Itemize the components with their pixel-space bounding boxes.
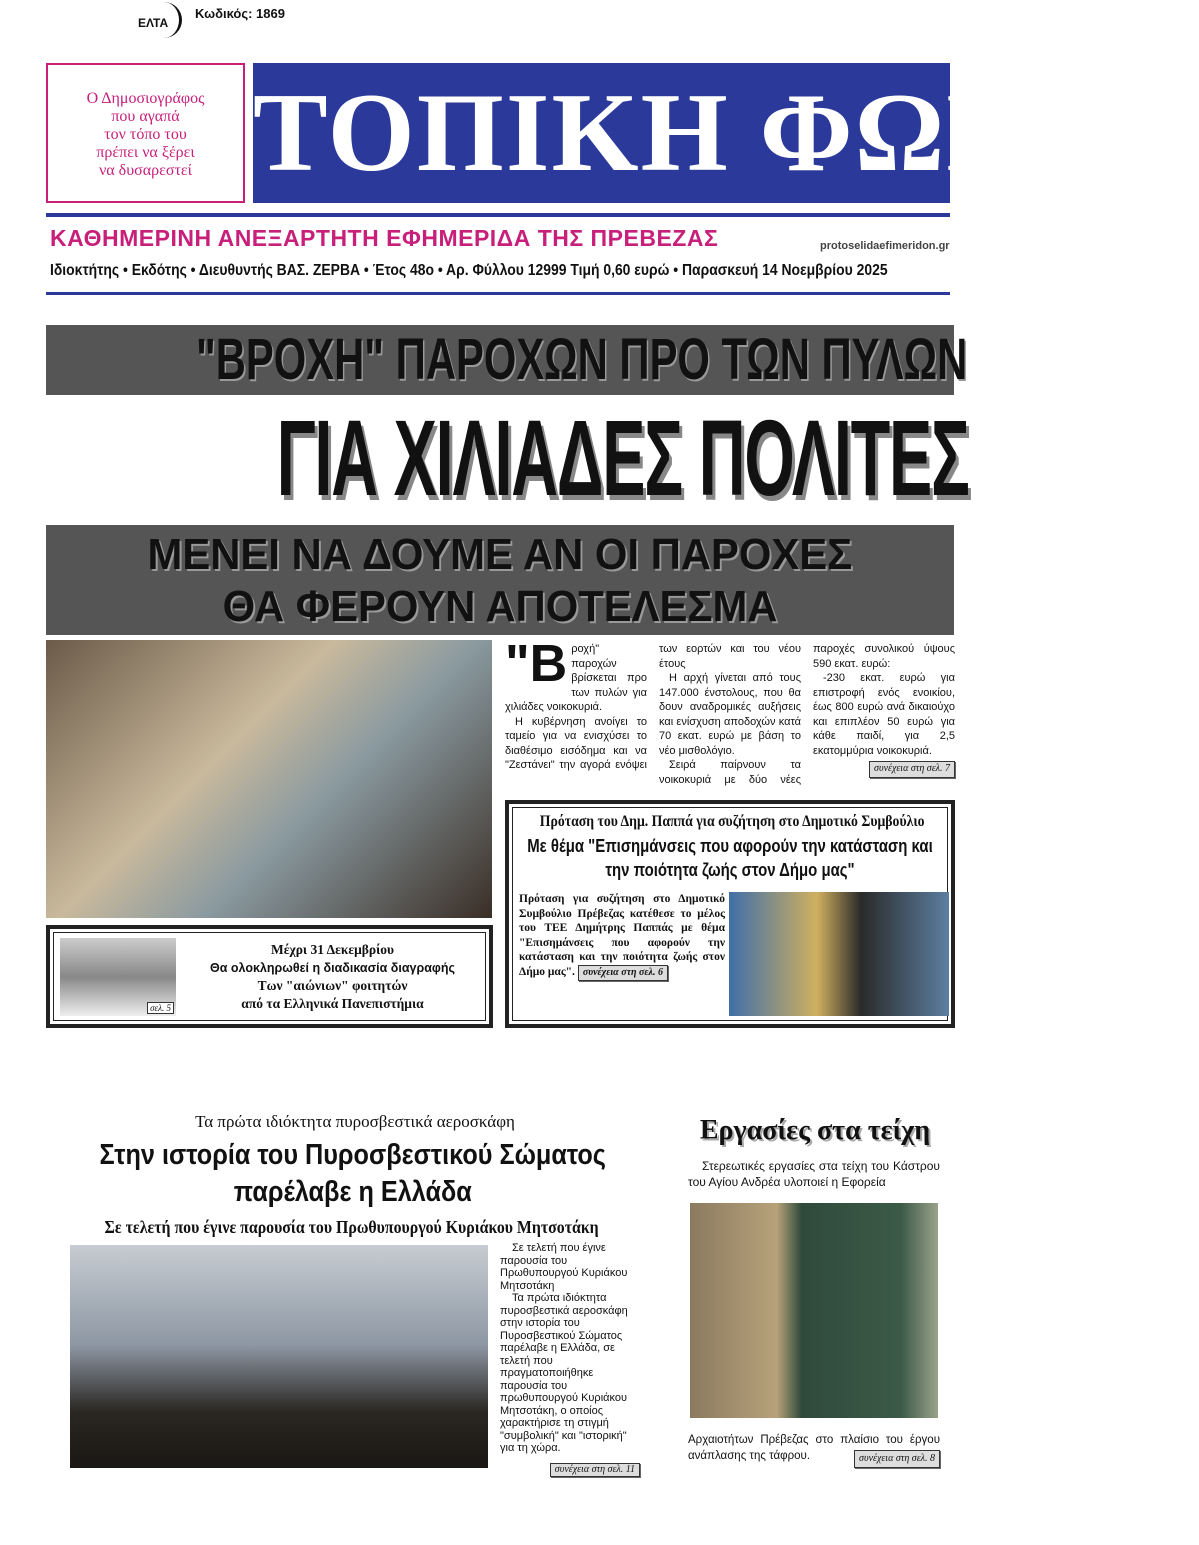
students-headline[interactable] <box>180 941 485 1013</box>
lead-deck-line: ΘΑ ΦΕΡΟΥΝ ΑΠΟΤΕΛΕΣΜΑ <box>222 582 778 631</box>
pappas-headline[interactable]: Με θέμα "Επισημάνσεις που αφορούν την κατάσταση και την ποιότητα ζωής στον Δήμο μας" <box>527 836 933 880</box>
planes-article <box>500 1242 640 1477</box>
headline-line: Θα ολοκληρωθεί η διαδικασία διαγραφής <box>210 961 455 975</box>
continued-link[interactable]: συνέχεια στη σελ. 11 <box>550 1463 640 1478</box>
lead-headline[interactable]: ΓΙΑ ΧΙΛΙΑΔΕΣ ΠΟΛΙΤΕΣ <box>276 397 969 518</box>
headline-line: παρέλαβε η Ελλάδα <box>233 1176 472 1208</box>
pappas-box <box>505 800 955 1028</box>
lead-kicker[interactable]: "ΒΡΟΧΗ" ΠΑΡΟΧΩΝ ΠΡΟ ΤΩΝ ΠΥΛΩΝ <box>195 327 968 392</box>
motto-line: πρέπει να ξέρει <box>96 144 195 161</box>
article-paragraph: Τα πρώτα ιδιόκτητα πυροσβεστικά αεροσκάφη στην ιστορία του Πυροσβεστικού Σώματος παρέλαβε η Ελλάδα, σε τελετή που πραγματοποιήθηκε παρουσία του πρωθυπουργού Κυριάκου Μητσοτάκη, ο οποίος χαρακτήρισε τη στιγμή "συμβολική" και "ιστορική" για τη χώρα. <box>500 1292 628 1454</box>
divider <box>46 213 950 217</box>
elta-logo <box>136 2 186 40</box>
motto-box <box>46 63 245 203</box>
lead-kicker-band <box>46 325 968 395</box>
article-paragraph: ροχή" παροχών βρίσκεται προ των πυλών για χιλιάδες νοικοκυριά. <box>505 643 647 713</box>
pappas-body <box>519 892 725 981</box>
walls-deck: Στερεωτικές εργασίες στα τείχη του Κάστρου του Αγίου Ανδρέα υλοποιεί η Εφορεία <box>688 1159 940 1189</box>
lead-headline-band <box>46 397 969 520</box>
walls-headline[interactable]: Εργασίες στα τείχη <box>699 1115 931 1146</box>
pappas-kicker: Πρόταση του Δημ. Παππά για συζήτηση στο Δημοτικό Συμβούλιο <box>539 813 925 830</box>
planes-headline[interactable] <box>70 1137 636 1211</box>
headline-line: Των "αιώνιων" φοιτητών <box>257 978 408 993</box>
elta-logo-text: ΕΛΤΑ <box>138 16 169 30</box>
watermark: protoselidaefimeridon.gr <box>820 240 950 252</box>
article-paragraph: Η αρχή γίνεται από τους 147.000 ένστολους, που θα δουν αναδρομικές αυξήσεις και ενίσχυση αποδοχών κατά 70 εκατ. ευρώ με βάση το νέο μισθολόγιο. <box>659 672 801 757</box>
article-paragraph: -230 εκατ. ευρώ για επιστροφή ενός ενοικίου, έως 800 ευρώ ανά δικαιούχο και επιπλέον 50 ευρώ για κάθε παιδί, για 2,5 εκατομμύρια νοικοκυριά. <box>813 672 955 757</box>
article-paragraph: Σειρά παίρνουν τα νοικοκυριά με δύο νέες παροχές συνολικού ύψους 590 εκατ. ευρώ: <box>659 643 955 786</box>
lead-article <box>505 635 955 792</box>
pappas-body-text: Πρόταση για συζήτηση στο Δημοτικό Συμβούλιο Πρέβεζας κατέθεσε το μέλος του ΤΕΕ Δημήτρης Παππάς με θέμα "Επισημάνσεις που αφορούν την κατάσταση και την ποιότητα ζωής στον Δήμο μας". <box>519 893 725 978</box>
continued-link[interactable]: συνέχεια στη σελ. 7 <box>869 761 955 778</box>
masthead-title: ΤΟΠΙΚΗ ΦΩΝΗ <box>253 63 950 203</box>
headline-line: Μέχρι 31 Δεκεμβρίου <box>270 942 395 957</box>
issue-details: Ιδιοκτήτης • Εκδότης • Διευθυντής ΒΑΣ. ΖΕΡΒΑ • Έτος 48ο • Αρ. Φύλλου 12999 Τιμή 0,60 ευρώ • Παρασκευή 14 Νοεμβρίου 2025 <box>50 262 888 279</box>
lecture-hall-photo[interactable] <box>60 938 176 1016</box>
planes-ceremony-photo[interactable] <box>70 1245 488 1468</box>
pappas-photo[interactable] <box>729 892 949 1016</box>
students-box <box>46 925 493 1028</box>
lead-deck-line: ΜΕΝΕΙ ΝΑ ΔΟΥΜΕ ΑΝ ΟΙ ΠΑΡΟΧΕΣ <box>147 530 853 579</box>
continued-link[interactable]: συνέχεια στη σελ. 8 <box>854 1450 940 1468</box>
headline-line: Στην ιστορία του Πυροσβεστικού Σώματος <box>99 1139 606 1171</box>
motto-line: τον τόπο του <box>104 126 187 143</box>
headline-line: από τα Ελληνικά Πανεπιστήμια <box>241 996 424 1011</box>
motto-line: που αγαπά <box>111 108 180 125</box>
lead-deck <box>46 525 954 635</box>
motto-line: Ο Δημοσιογράφος <box>86 90 205 107</box>
motto-line: να δυσαρεστεί <box>99 162 192 179</box>
continued-link[interactable]: συνέχεια στη σελ. 6 <box>578 965 668 982</box>
castle-walls-photo[interactable] <box>690 1203 938 1418</box>
euro-wallet-photo[interactable] <box>46 640 492 918</box>
planes-deck: Σε τελετή που έγινε παρουσία του Πρωθυπουργού Κυριάκου Μητσοτάκη <box>104 1217 599 1237</box>
article-paragraph: Σε τελετή που έγινε παρουσία του Πρωθυπουργού Κυριάκου Μητσοτάκη <box>500 1242 628 1292</box>
planes-kicker: Τα πρώτα ιδιόκτητα πυροσβεστικά αεροσκάφη <box>195 1112 515 1131</box>
drop-cap: "Β <box>505 635 568 693</box>
subtitle: ΚΑΘΗΜΕΡΙΝΗ ΑΝΕΞΑΡΤΗΤΗ ΕΦΗΜΕΡΙΔΑ ΤΗΣ ΠΡΕΒΕΖΑΣ <box>50 225 719 251</box>
walls-caption <box>688 1432 940 1468</box>
postal-code: Κωδικός: 1869 <box>195 6 285 21</box>
caption-text: Αρχαιοτήτων Πρέβεζας στο πλαίσιο του έργου ανάπλασης της τάφρου. <box>688 1434 940 1462</box>
page-ref[interactable]: σελ. 5 <box>147 1002 174 1014</box>
divider <box>46 292 950 295</box>
article-paragraph: Η κυβέρνηση ανοίγει το ταμείο για να ενισχύσει το διαθέσιμο εισόδημα και να "Ζεστάνει" την αγορά ενόψει των εορτών και του νέου έτους <box>505 643 801 771</box>
